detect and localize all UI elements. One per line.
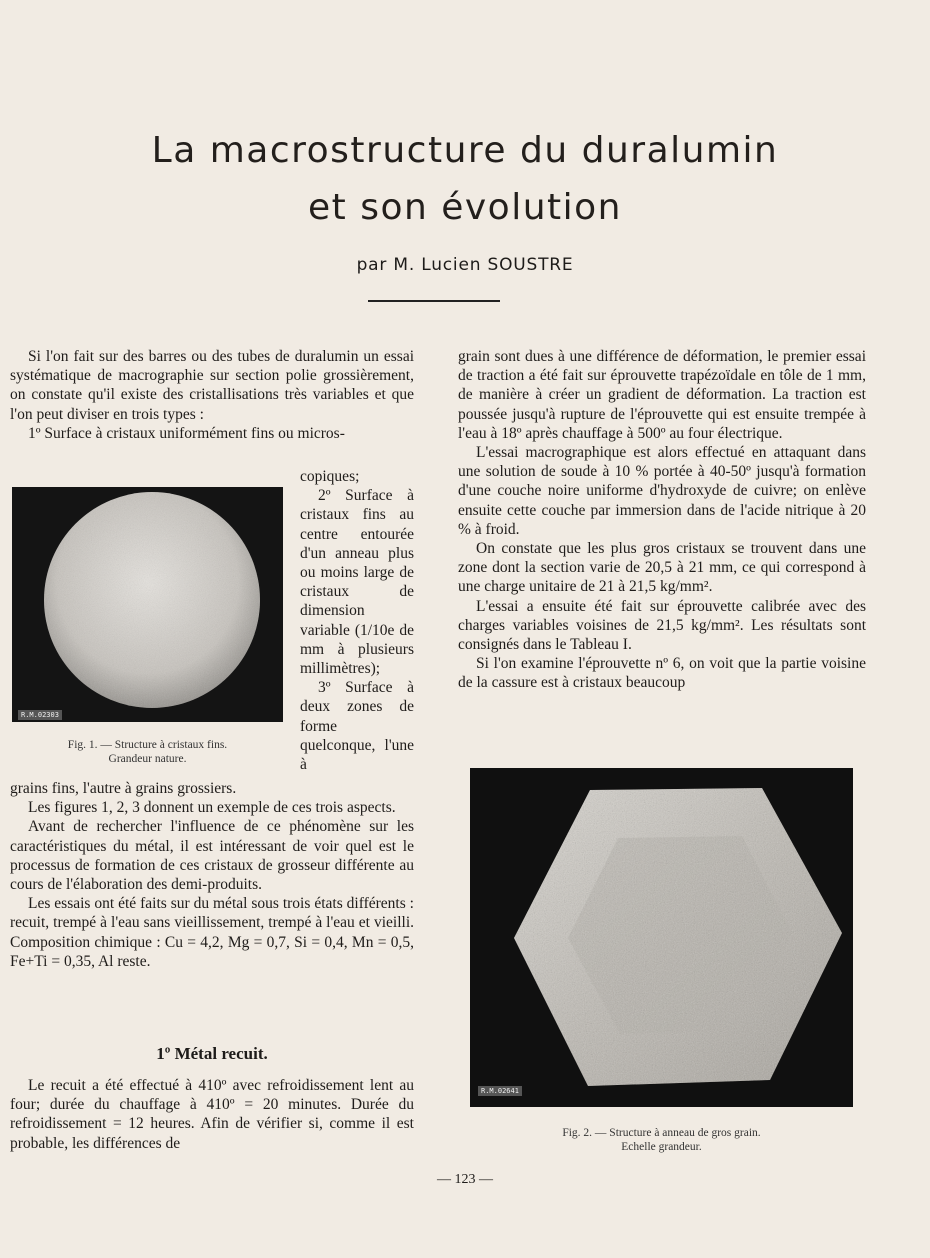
paragraph-avant: Avant de rechercher l'influence de ce phénomène sur les caractéristiques du métal, il est intéressant de voir quel est le processus de formation de ces cristaux de grosseur différente au cours de l'élaboration des demi-produits. (10, 818, 414, 894)
right-paragraph-1: grain sont dues à une différence de déformation, le premier essai de traction a été fait sur éprouvette trapézoïdale en tôle de 1 mm, de manière à créer un gradient de déformation. La traction est poussée jusqu'à rupture de l'éprouvette qui est ensuite trempée à l'eau à 18º après chauffage à 500º au four électrique. (458, 348, 866, 442)
paragraph-figures: Les figures 1, 2, 3 donnent un exemple de ces trois aspects. (28, 799, 396, 817)
type1-paragraph: 1º Surface à cristaux uniformément fins ou micros- (28, 424, 345, 442)
type2-paragraph: 2º Surface à cristaux fins au centre entourée d'un anneau plus ou moins large de cristaux de dimension variable (1/10e de mm à plusieurs millimètres); (300, 487, 414, 678)
fig1-plate-number: R.M.02303 (18, 710, 62, 720)
figure-1-photo (12, 487, 283, 722)
paragraph-recuit: Le recuit a été effectué à 410º avec refroidissement lent au four; durée du chauffage à 410º = 20 minutes. Durée du refroidissement = 12 heures. Afin de vérifier si, comme il est probable, les différences de (10, 1077, 414, 1152)
fig2-caption-line-1: Fig. 2. — Structure à anneau de gros grain. (562, 1127, 761, 1139)
left-column-bottom (10, 1076, 414, 1153)
paragraph-essais: Les essais ont été faits sur du métal sous trois états différents : recuit, trempé à l'eau sans vieillissement, trempé à l'eau et vieilli. Composition chimique : Cu = 4,2, Mg = 0,7, Si = 0,4, Mn = 0,5, Fe+Ti = 0,35, Al reste. (10, 895, 414, 970)
title-line-1: La macrostructure du duralumin (151, 130, 779, 171)
left-column-lower (10, 779, 414, 971)
title-rule (368, 300, 500, 302)
type3-paragraph: 3º Surface à deux zones de forme quelconque, l'une à (300, 679, 414, 774)
right-paragraph-2: L'essai macrographique est alors effectué en attaquant dans une solution de soude à 10 % portée à 40-50º jusqu'à formation d'une couche noire uniforme d'hydroxyde de cuivre; on enlève ensuite cette couche par immersion dans de l'acide nitrique à 20 % à froid. (458, 444, 866, 538)
figure-1-caption (12, 738, 283, 766)
fig2-plate-number: R.M.02641 (478, 1086, 522, 1096)
section-heading: 1º Métal recuit. (156, 1044, 268, 1063)
right-paragraph-5: Si l'on examine l'éprouvette nº 6, on voit que la partie voisine de la cassure est à cristaux beaucoup (458, 655, 866, 692)
type1-end: copiques; (300, 468, 360, 485)
title-line-2: et son évolution (307, 187, 622, 228)
page-number: — 123 — (437, 1172, 493, 1187)
author-line: par M. Lucien SOUSTRE (356, 255, 574, 275)
type3-end: grains fins, l'autre à grains grossiers. (10, 780, 237, 797)
intro-paragraph: Si l'on fait sur des barres ou des tubes de duralumin un essai systématique de macrographie sur section polie grossièrement, on constate qu'il existe des cristallisations très variables et que l'on peut diviser en trois types : (10, 348, 414, 423)
intro-block (10, 347, 414, 443)
right-column-text (458, 347, 866, 693)
fig1-caption-line-1: Fig. 1. — Structure à cristaux fins. (67, 739, 228, 751)
fig2-caption-line-2: Echelle grandeur. (621, 1141, 702, 1153)
right-paragraph-4: L'essai a ensuite été fait sur éprouvette calibrée avec des charges variables voisines de 21,5 kg/mm². Les résultats sont consignés dans le Tableau I. (458, 597, 866, 654)
fig1-caption-line-2: Grandeur nature. (108, 753, 187, 765)
figure-2-photo (470, 768, 853, 1107)
narrow-column (300, 467, 414, 774)
fig2-specimen (470, 768, 853, 1107)
figure-2-caption (470, 1126, 853, 1154)
right-paragraph-3: On constate que les plus gros cristaux se trouvent dans une zone dont la section varie de 20,5 à 21 mm, ce qui correspond à une charge unitaire de 21 à 21,5 kg/mm². (458, 540, 866, 596)
fig1-specimen (12, 487, 283, 722)
